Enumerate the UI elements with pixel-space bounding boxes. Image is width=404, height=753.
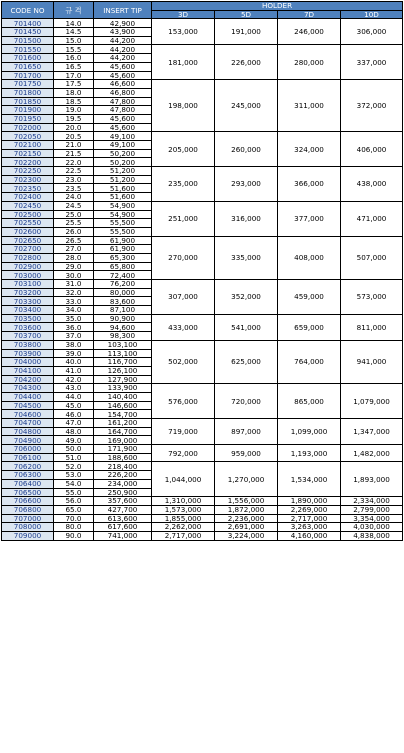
holder-7d-price-cell: 1,890,000 bbox=[278, 497, 341, 506]
size-cell: 14.0 bbox=[54, 19, 94, 28]
size-cell: 80.0 bbox=[54, 523, 94, 532]
code-cell: 709000 bbox=[2, 531, 54, 540]
insert-tip-price-cell: 94,600 bbox=[94, 323, 152, 332]
code-cell: 706100 bbox=[2, 453, 54, 462]
code-cell: 706400 bbox=[2, 479, 54, 488]
holder-10d-price-cell: 2,334,000 bbox=[341, 497, 403, 506]
size-cell: 50.0 bbox=[54, 445, 94, 454]
code-cell: 702600 bbox=[2, 227, 54, 236]
holder-3d-price-cell: 1,044,000 bbox=[152, 462, 215, 497]
code-cell: 703900 bbox=[2, 349, 54, 358]
holder-10d-price-cell: 306,000 bbox=[341, 19, 403, 45]
holder-10d-price-cell: 438,000 bbox=[341, 167, 403, 202]
code-cell: 702900 bbox=[2, 262, 54, 271]
insert-tip-price-cell: 188,600 bbox=[94, 453, 152, 462]
table-row bbox=[2, 384, 403, 393]
table-row bbox=[2, 514, 403, 523]
holder-7d-price-cell: 324,000 bbox=[278, 132, 341, 167]
size-cell: 42.0 bbox=[54, 375, 94, 384]
code-cell: 706300 bbox=[2, 471, 54, 480]
code-cell: 701500 bbox=[2, 36, 54, 45]
insert-tip-price-cell: 51,200 bbox=[94, 175, 152, 184]
header-size: 규 격 bbox=[54, 2, 94, 19]
holder-5d-price-cell: 959,000 bbox=[215, 445, 278, 462]
insert-tip-price-cell: 42,900 bbox=[94, 19, 152, 28]
size-cell: 23.5 bbox=[54, 184, 94, 193]
size-cell: 21.5 bbox=[54, 149, 94, 158]
code-cell: 706200 bbox=[2, 462, 54, 471]
insert-tip-price-cell: 50,200 bbox=[94, 158, 152, 167]
holder-3d-price-cell: 2,262,000 bbox=[152, 523, 215, 532]
code-cell: 703300 bbox=[2, 297, 54, 306]
holder-5d-price-cell: 2,236,000 bbox=[215, 514, 278, 523]
code-cell: 704200 bbox=[2, 375, 54, 384]
code-cell: 703500 bbox=[2, 314, 54, 323]
size-cell: 15.0 bbox=[54, 36, 94, 45]
code-cell: 702450 bbox=[2, 201, 54, 210]
size-cell: 45.0 bbox=[54, 401, 94, 410]
insert-tip-price-cell: 45,600 bbox=[94, 71, 152, 80]
header-insert-tip: INSERT TIP bbox=[94, 2, 152, 19]
holder-7d-price-cell: 377,000 bbox=[278, 201, 341, 236]
insert-tip-price-cell: 47,800 bbox=[94, 97, 152, 106]
table-row bbox=[2, 45, 403, 54]
insert-tip-price-cell: 113,100 bbox=[94, 349, 152, 358]
size-cell: 23.0 bbox=[54, 175, 94, 184]
insert-tip-price-cell: 103,100 bbox=[94, 340, 152, 349]
size-cell: 49.0 bbox=[54, 436, 94, 445]
holder-7d-price-cell: 311,000 bbox=[278, 80, 341, 132]
holder-10d-price-cell: 406,000 bbox=[341, 132, 403, 167]
insert-tip-price-cell: 55,500 bbox=[94, 219, 152, 228]
code-cell: 704100 bbox=[2, 366, 54, 375]
insert-tip-price-cell: 357,600 bbox=[94, 497, 152, 506]
table-row bbox=[2, 236, 403, 245]
holder-3d-price-cell: 1,310,000 bbox=[152, 497, 215, 506]
insert-tip-price-cell: 126,100 bbox=[94, 366, 152, 375]
code-cell: 702650 bbox=[2, 236, 54, 245]
code-cell: 702350 bbox=[2, 184, 54, 193]
holder-10d-price-cell: 1,482,000 bbox=[341, 445, 403, 462]
insert-tip-price-cell: 154,700 bbox=[94, 410, 152, 419]
table-row bbox=[2, 314, 403, 323]
table-row bbox=[2, 167, 403, 176]
size-cell: 25.0 bbox=[54, 210, 94, 219]
size-cell: 46.0 bbox=[54, 410, 94, 419]
size-cell: 20.0 bbox=[54, 123, 94, 132]
holder-5d-price-cell: 3,224,000 bbox=[215, 531, 278, 540]
holder-7d-price-cell: 2,717,000 bbox=[278, 514, 341, 523]
holder-7d-price-cell: 659,000 bbox=[278, 314, 341, 340]
size-cell: 20.5 bbox=[54, 132, 94, 141]
holder-10d-price-cell: 3,354,000 bbox=[341, 514, 403, 523]
table-row bbox=[2, 445, 403, 454]
insert-tip-price-cell: 140,400 bbox=[94, 392, 152, 401]
code-cell: 701800 bbox=[2, 88, 54, 97]
size-cell: 28.0 bbox=[54, 253, 94, 262]
size-cell: 18.0 bbox=[54, 88, 94, 97]
code-cell: 704900 bbox=[2, 436, 54, 445]
code-cell: 706600 bbox=[2, 497, 54, 506]
holder-3d-price-cell: 153,000 bbox=[152, 19, 215, 45]
insert-tip-price-cell: 226,200 bbox=[94, 471, 152, 480]
holder-7d-price-cell: 865,000 bbox=[278, 384, 341, 419]
holder-7d-price-cell: 459,000 bbox=[278, 280, 341, 315]
holder-5d-price-cell: 293,000 bbox=[215, 167, 278, 202]
insert-tip-price-cell: 169,000 bbox=[94, 436, 152, 445]
holder-7d-price-cell: 764,000 bbox=[278, 340, 341, 383]
table-row bbox=[2, 497, 403, 506]
code-cell: 707000 bbox=[2, 514, 54, 523]
holder-7d-price-cell: 280,000 bbox=[278, 45, 341, 80]
code-cell: 701450 bbox=[2, 28, 54, 37]
code-cell: 702150 bbox=[2, 149, 54, 158]
size-cell: 31.0 bbox=[54, 280, 94, 289]
insert-tip-price-cell: 617,600 bbox=[94, 523, 152, 532]
holder-5d-price-cell: 335,000 bbox=[215, 236, 278, 279]
holder-7d-price-cell: 1,193,000 bbox=[278, 445, 341, 462]
insert-tip-price-cell: 51,600 bbox=[94, 184, 152, 193]
table-row bbox=[2, 523, 403, 532]
holder-7d-price-cell: 1,534,000 bbox=[278, 462, 341, 497]
holder-10d-price-cell: 573,000 bbox=[341, 280, 403, 315]
code-cell: 701700 bbox=[2, 71, 54, 80]
insert-tip-price-cell: 164,700 bbox=[94, 427, 152, 436]
code-cell: 701400 bbox=[2, 19, 54, 28]
size-cell: 65.0 bbox=[54, 505, 94, 514]
code-cell: 703100 bbox=[2, 280, 54, 289]
insert-tip-price-cell: 427,700 bbox=[94, 505, 152, 514]
insert-tip-price-cell: 741,000 bbox=[94, 531, 152, 540]
header-holder-3d: 3D bbox=[152, 10, 215, 19]
holder-7d-price-cell: 2,269,000 bbox=[278, 505, 341, 514]
insert-tip-price-cell: 44,200 bbox=[94, 45, 152, 54]
size-cell: 34.0 bbox=[54, 306, 94, 315]
size-cell: 70.0 bbox=[54, 514, 94, 523]
holder-10d-price-cell: 1,893,000 bbox=[341, 462, 403, 497]
table-row bbox=[2, 19, 403, 28]
holder-5d-price-cell: 191,000 bbox=[215, 19, 278, 45]
holder-10d-price-cell: 1,347,000 bbox=[341, 419, 403, 445]
size-cell: 26.5 bbox=[54, 236, 94, 245]
code-cell: 703800 bbox=[2, 340, 54, 349]
insert-tip-price-cell: 65,300 bbox=[94, 253, 152, 262]
size-cell: 15.5 bbox=[54, 45, 94, 54]
insert-tip-price-cell: 90,900 bbox=[94, 314, 152, 323]
size-cell: 55.0 bbox=[54, 488, 94, 497]
code-cell: 703400 bbox=[2, 306, 54, 315]
size-cell: 33.0 bbox=[54, 297, 94, 306]
price-table-container bbox=[1, 1, 403, 541]
table-row bbox=[2, 340, 403, 349]
code-cell: 702050 bbox=[2, 132, 54, 141]
size-cell: 30.0 bbox=[54, 271, 94, 280]
size-cell: 40.0 bbox=[54, 358, 94, 367]
size-cell: 18.5 bbox=[54, 97, 94, 106]
code-cell: 703700 bbox=[2, 332, 54, 341]
insert-tip-price-cell: 116,700 bbox=[94, 358, 152, 367]
holder-3d-price-cell: 2,717,000 bbox=[152, 531, 215, 540]
code-cell: 702800 bbox=[2, 253, 54, 262]
insert-tip-price-cell: 46,800 bbox=[94, 88, 152, 97]
holder-3d-price-cell: 576,000 bbox=[152, 384, 215, 419]
size-cell: 26.0 bbox=[54, 227, 94, 236]
code-cell: 703600 bbox=[2, 323, 54, 332]
size-cell: 37.0 bbox=[54, 332, 94, 341]
code-cell: 702200 bbox=[2, 158, 54, 167]
insert-tip-price-cell: 49,100 bbox=[94, 132, 152, 141]
insert-tip-price-cell: 44,200 bbox=[94, 36, 152, 45]
insert-tip-price-cell: 45,600 bbox=[94, 62, 152, 71]
holder-3d-price-cell: 251,000 bbox=[152, 201, 215, 236]
size-cell: 27.0 bbox=[54, 245, 94, 254]
size-cell: 41.0 bbox=[54, 366, 94, 375]
code-cell: 704000 bbox=[2, 358, 54, 367]
insert-tip-price-cell: 51,200 bbox=[94, 167, 152, 176]
holder-10d-price-cell: 941,000 bbox=[341, 340, 403, 383]
insert-tip-price-cell: 133,900 bbox=[94, 384, 152, 393]
insert-tip-price-cell: 171,900 bbox=[94, 445, 152, 454]
code-cell: 701750 bbox=[2, 80, 54, 89]
code-cell: 704300 bbox=[2, 384, 54, 393]
code-cell: 702700 bbox=[2, 245, 54, 254]
code-cell: 703200 bbox=[2, 288, 54, 297]
insert-tip-price-cell: 98,300 bbox=[94, 332, 152, 341]
holder-10d-price-cell: 4,030,000 bbox=[341, 523, 403, 532]
table-header bbox=[2, 2, 403, 19]
code-cell: 702100 bbox=[2, 141, 54, 150]
header-holder-7d: 7D bbox=[278, 10, 341, 19]
size-cell: 47.0 bbox=[54, 419, 94, 428]
holder-5d-price-cell: 541,000 bbox=[215, 314, 278, 340]
insert-tip-price-cell: 43,900 bbox=[94, 28, 152, 37]
size-cell: 44.0 bbox=[54, 392, 94, 401]
insert-tip-price-cell: 44,200 bbox=[94, 54, 152, 63]
header-code-no: CODE NO bbox=[2, 2, 54, 19]
insert-tip-price-cell: 87,100 bbox=[94, 306, 152, 315]
insert-tip-price-cell: 72,400 bbox=[94, 271, 152, 280]
holder-3d-price-cell: 181,000 bbox=[152, 45, 215, 80]
code-cell: 701550 bbox=[2, 45, 54, 54]
code-cell: 704600 bbox=[2, 410, 54, 419]
size-cell: 48.0 bbox=[54, 427, 94, 436]
holder-10d-price-cell: 1,079,000 bbox=[341, 384, 403, 419]
insert-tip-price-cell: 76,200 bbox=[94, 280, 152, 289]
size-cell: 56.0 bbox=[54, 497, 94, 506]
holder-5d-price-cell: 897,000 bbox=[215, 419, 278, 445]
size-cell: 52.0 bbox=[54, 462, 94, 471]
holder-3d-price-cell: 719,000 bbox=[152, 419, 215, 445]
size-cell: 24.0 bbox=[54, 193, 94, 202]
insert-tip-price-cell: 46,600 bbox=[94, 80, 152, 89]
size-cell: 90.0 bbox=[54, 531, 94, 540]
code-cell: 706500 bbox=[2, 488, 54, 497]
holder-5d-price-cell: 352,000 bbox=[215, 280, 278, 315]
size-cell: 19.0 bbox=[54, 106, 94, 115]
size-cell: 51.0 bbox=[54, 453, 94, 462]
header-holder-5d: 5D bbox=[215, 10, 278, 19]
table-body bbox=[2, 19, 403, 540]
holder-3d-price-cell: 1,855,000 bbox=[152, 514, 215, 523]
code-cell: 701850 bbox=[2, 97, 54, 106]
size-cell: 35.0 bbox=[54, 314, 94, 323]
insert-tip-price-cell: 54,900 bbox=[94, 210, 152, 219]
holder-5d-price-cell: 1,556,000 bbox=[215, 497, 278, 506]
insert-tip-price-cell: 65,800 bbox=[94, 262, 152, 271]
header-holder: HOLDER bbox=[152, 2, 403, 11]
holder-3d-price-cell: 502,000 bbox=[152, 340, 215, 383]
size-cell: 16.0 bbox=[54, 54, 94, 63]
code-cell: 702000 bbox=[2, 123, 54, 132]
size-cell: 36.0 bbox=[54, 323, 94, 332]
holder-10d-price-cell: 337,000 bbox=[341, 45, 403, 80]
table-row bbox=[2, 505, 403, 514]
size-cell: 39.0 bbox=[54, 349, 94, 358]
holder-5d-price-cell: 720,000 bbox=[215, 384, 278, 419]
holder-3d-price-cell: 235,000 bbox=[152, 167, 215, 202]
size-cell: 29.0 bbox=[54, 262, 94, 271]
insert-tip-price-cell: 51,600 bbox=[94, 193, 152, 202]
code-cell: 702400 bbox=[2, 193, 54, 202]
insert-tip-price-cell: 45,600 bbox=[94, 114, 152, 123]
code-cell: 706800 bbox=[2, 505, 54, 514]
holder-3d-price-cell: 270,000 bbox=[152, 236, 215, 279]
insert-tip-price-cell: 146,600 bbox=[94, 401, 152, 410]
holder-10d-price-cell: 811,000 bbox=[341, 314, 403, 340]
code-cell: 702550 bbox=[2, 219, 54, 228]
size-cell: 14.5 bbox=[54, 28, 94, 37]
holder-7d-price-cell: 366,000 bbox=[278, 167, 341, 202]
insert-tip-price-cell: 54,900 bbox=[94, 201, 152, 210]
insert-tip-price-cell: 161,200 bbox=[94, 419, 152, 428]
size-cell: 25.5 bbox=[54, 219, 94, 228]
insert-tip-price-cell: 127,900 bbox=[94, 375, 152, 384]
holder-7d-price-cell: 408,000 bbox=[278, 236, 341, 279]
insert-tip-price-cell: 218,400 bbox=[94, 462, 152, 471]
holder-5d-price-cell: 245,000 bbox=[215, 80, 278, 132]
holder-3d-price-cell: 198,000 bbox=[152, 80, 215, 132]
size-cell: 16.5 bbox=[54, 62, 94, 71]
insert-tip-price-cell: 61,900 bbox=[94, 245, 152, 254]
code-cell: 704500 bbox=[2, 401, 54, 410]
size-cell: 38.0 bbox=[54, 340, 94, 349]
holder-5d-price-cell: 1,872,000 bbox=[215, 505, 278, 514]
code-cell: 702250 bbox=[2, 167, 54, 176]
price-table bbox=[1, 1, 403, 541]
insert-tip-price-cell: 613,600 bbox=[94, 514, 152, 523]
code-cell: 703000 bbox=[2, 271, 54, 280]
holder-3d-price-cell: 307,000 bbox=[152, 280, 215, 315]
code-cell: 701650 bbox=[2, 62, 54, 71]
holder-7d-price-cell: 4,160,000 bbox=[278, 531, 341, 540]
code-cell: 701950 bbox=[2, 114, 54, 123]
size-cell: 17.5 bbox=[54, 80, 94, 89]
insert-tip-price-cell: 61,900 bbox=[94, 236, 152, 245]
insert-tip-price-cell: 250,900 bbox=[94, 488, 152, 497]
insert-tip-price-cell: 83,600 bbox=[94, 297, 152, 306]
code-cell: 706000 bbox=[2, 445, 54, 454]
table-row bbox=[2, 462, 403, 471]
holder-7d-price-cell: 3,263,000 bbox=[278, 523, 341, 532]
header-holder-10d: 10D bbox=[341, 10, 403, 19]
table-row bbox=[2, 419, 403, 428]
table-row bbox=[2, 280, 403, 289]
size-cell: 54.0 bbox=[54, 479, 94, 488]
size-cell: 21.0 bbox=[54, 141, 94, 150]
table-row bbox=[2, 531, 403, 540]
insert-tip-price-cell: 50,200 bbox=[94, 149, 152, 158]
insert-tip-price-cell: 47,800 bbox=[94, 106, 152, 115]
table-row bbox=[2, 132, 403, 141]
code-cell: 708000 bbox=[2, 523, 54, 532]
holder-5d-price-cell: 260,000 bbox=[215, 132, 278, 167]
table-row bbox=[2, 80, 403, 89]
holder-7d-price-cell: 246,000 bbox=[278, 19, 341, 45]
holder-3d-price-cell: 1,573,000 bbox=[152, 505, 215, 514]
code-cell: 701600 bbox=[2, 54, 54, 63]
code-cell: 702300 bbox=[2, 175, 54, 184]
holder-3d-price-cell: 433,000 bbox=[152, 314, 215, 340]
code-cell: 704800 bbox=[2, 427, 54, 436]
holder-3d-price-cell: 792,000 bbox=[152, 445, 215, 462]
size-cell: 43.0 bbox=[54, 384, 94, 393]
holder-10d-price-cell: 471,000 bbox=[341, 201, 403, 236]
holder-10d-price-cell: 507,000 bbox=[341, 236, 403, 279]
size-cell: 17.0 bbox=[54, 71, 94, 80]
holder-5d-price-cell: 316,000 bbox=[215, 201, 278, 236]
insert-tip-price-cell: 234,000 bbox=[94, 479, 152, 488]
holder-5d-price-cell: 625,000 bbox=[215, 340, 278, 383]
holder-10d-price-cell: 372,000 bbox=[341, 80, 403, 132]
holder-5d-price-cell: 2,691,000 bbox=[215, 523, 278, 532]
size-cell: 22.5 bbox=[54, 167, 94, 176]
insert-tip-price-cell: 45,600 bbox=[94, 123, 152, 132]
holder-5d-price-cell: 1,270,000 bbox=[215, 462, 278, 497]
holder-10d-price-cell: 4,838,000 bbox=[341, 531, 403, 540]
code-cell: 704400 bbox=[2, 392, 54, 401]
holder-3d-price-cell: 205,000 bbox=[152, 132, 215, 167]
code-cell: 701900 bbox=[2, 106, 54, 115]
holder-5d-price-cell: 226,000 bbox=[215, 45, 278, 80]
size-cell: 22.0 bbox=[54, 158, 94, 167]
holder-7d-price-cell: 1,099,000 bbox=[278, 419, 341, 445]
size-cell: 24.5 bbox=[54, 201, 94, 210]
code-cell: 702500 bbox=[2, 210, 54, 219]
insert-tip-price-cell: 55,500 bbox=[94, 227, 152, 236]
size-cell: 19.5 bbox=[54, 114, 94, 123]
holder-10d-price-cell: 2,799,000 bbox=[341, 505, 403, 514]
table-row bbox=[2, 201, 403, 210]
size-cell: 32.0 bbox=[54, 288, 94, 297]
size-cell: 53.0 bbox=[54, 471, 94, 480]
code-cell: 704700 bbox=[2, 419, 54, 428]
insert-tip-price-cell: 49,100 bbox=[94, 141, 152, 150]
insert-tip-price-cell: 80,000 bbox=[94, 288, 152, 297]
